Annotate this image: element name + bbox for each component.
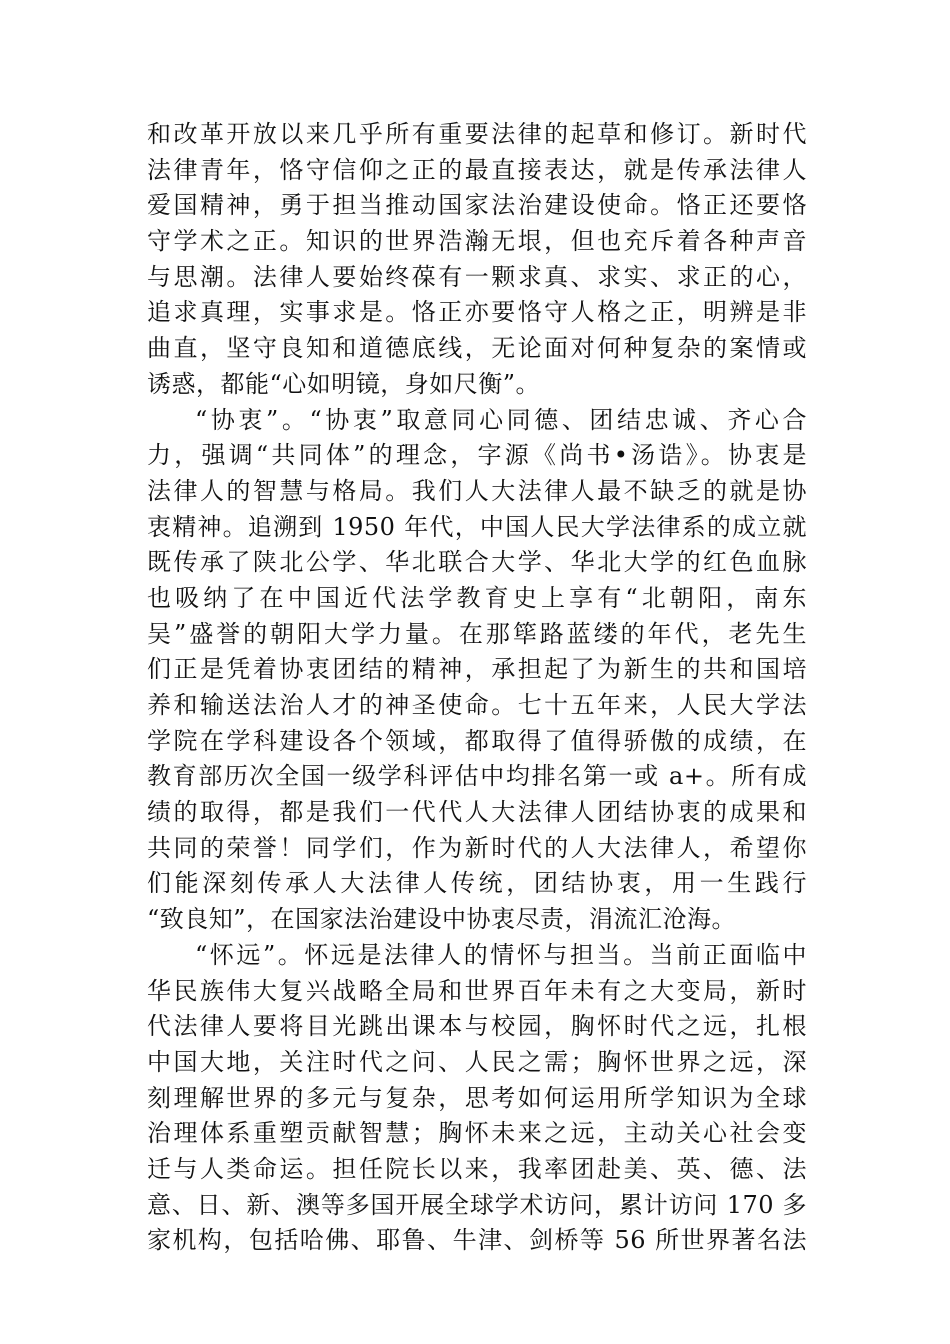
text-line: 华民族伟大复兴战略全局和世界百年未有之大变局，新时 (147, 976, 807, 1005)
text-line: 爱国精神，勇于担当推动国家法治建设使命。恪正还要恪 (147, 191, 807, 220)
text-line: 守学术之正。知识的世界浩瀚无垠，但也充斥着各种声音 (147, 227, 807, 256)
text-line: 衷精神。追溯到 1950 年代，中国人民大学法律系的成立就 (147, 512, 807, 541)
text-line: 迁与人类命运。担任院长以来，我率团赴美、英、德、法 (147, 1154, 807, 1183)
paragraph-start-line: “协衷”。“协衷”取意同心同德、团结忠诚、齐心合 (195, 405, 807, 434)
text-line: 共同的荣誉！同学们，作为新时代的人大法律人，希望你 (147, 833, 807, 862)
text-line: 刻理解世界的多元与复杂，思考如何运用所学知识为全球 (147, 1083, 807, 1112)
text-line: 和改革开放以来几乎所有重要法律的起草和修订。新时代 (147, 120, 807, 148)
text-line: 代法律人要将目光跳出课本与校园，胸怀时代之远，扎根 (147, 1012, 807, 1041)
text-line: 教育部历次全国一级学科评估中均排名第一或 a+。所有成 (147, 762, 807, 791)
text-line: “致良知”，在国家法治建设中协衷尽责，涓流汇沧海。 (147, 905, 737, 934)
text-line: 诱惑，都能“心如明镜，身如尺衡”。 (147, 369, 541, 398)
text-line: 养和输送法治人才的神圣使命。七十五年来，人民大学法 (147, 691, 807, 719)
text-line: 与思潮。法律人要始终葆有一颗求真、求实、求正的心， (147, 262, 807, 291)
text-line: 学院在学科建设各个领域，都取得了值得骄傲的成绩，在 (147, 726, 807, 755)
text-line: 既传承了陕北公学、华北联合大学、华北大学的红色血脉 (147, 548, 807, 577)
text-line: 曲直，坚守良知和道德底线，无论面对何种复杂的案情或 (147, 334, 807, 363)
text-line: 法律青年，恪守信仰之正的最直接表达，就是传承法律人 (147, 155, 807, 184)
text-line: 法律人的智慧与格局。我们人大法律人最不缺乏的就是协 (147, 476, 807, 505)
text-line: 吴”盛誉的朝阳大学力量。在那筚路蓝缕的年代，老先生 (147, 619, 807, 648)
text-line: 追求真理，实事求是。恪正亦要恪守人格之正，明辨是非 (147, 298, 807, 327)
text-line: 力，强调“共同体”的理念，字源《尚书•汤诰》。协衷是 (147, 441, 807, 470)
text-line: 意、日、新、澳等多国开展全球学术访问，累计访问 170 多 (147, 1190, 807, 1219)
paragraph-start-line: “怀远”。怀远是法律人的情怀与担当。当前正面临中 (195, 940, 807, 969)
text-line: 中国大地，关注时代之问、人民之需；胸怀世界之远，深 (147, 1047, 807, 1076)
text-line: 绩的取得，都是我们一代代人大法律人团结协衷的成果和 (147, 798, 807, 827)
text-line: 们能深刻传承人大法律人传统，团结协衷，用一生践行 (147, 869, 807, 898)
text-line: 们正是凭着协衷团结的精神，承担起了为新生的共和国培 (147, 655, 807, 684)
document-body (147, 117, 807, 1259)
text-line: 治理体系重塑贡献智慧；胸怀未来之远，主动关心社会变 (147, 1119, 807, 1148)
text-line: 家机构，包括哈佛、耶鲁、牛津、剑桥等 56 所世界著名法 (147, 1226, 807, 1255)
text-line: 也吸纳了在中国近代法学教育史上享有“北朝阳，南东 (147, 583, 807, 612)
